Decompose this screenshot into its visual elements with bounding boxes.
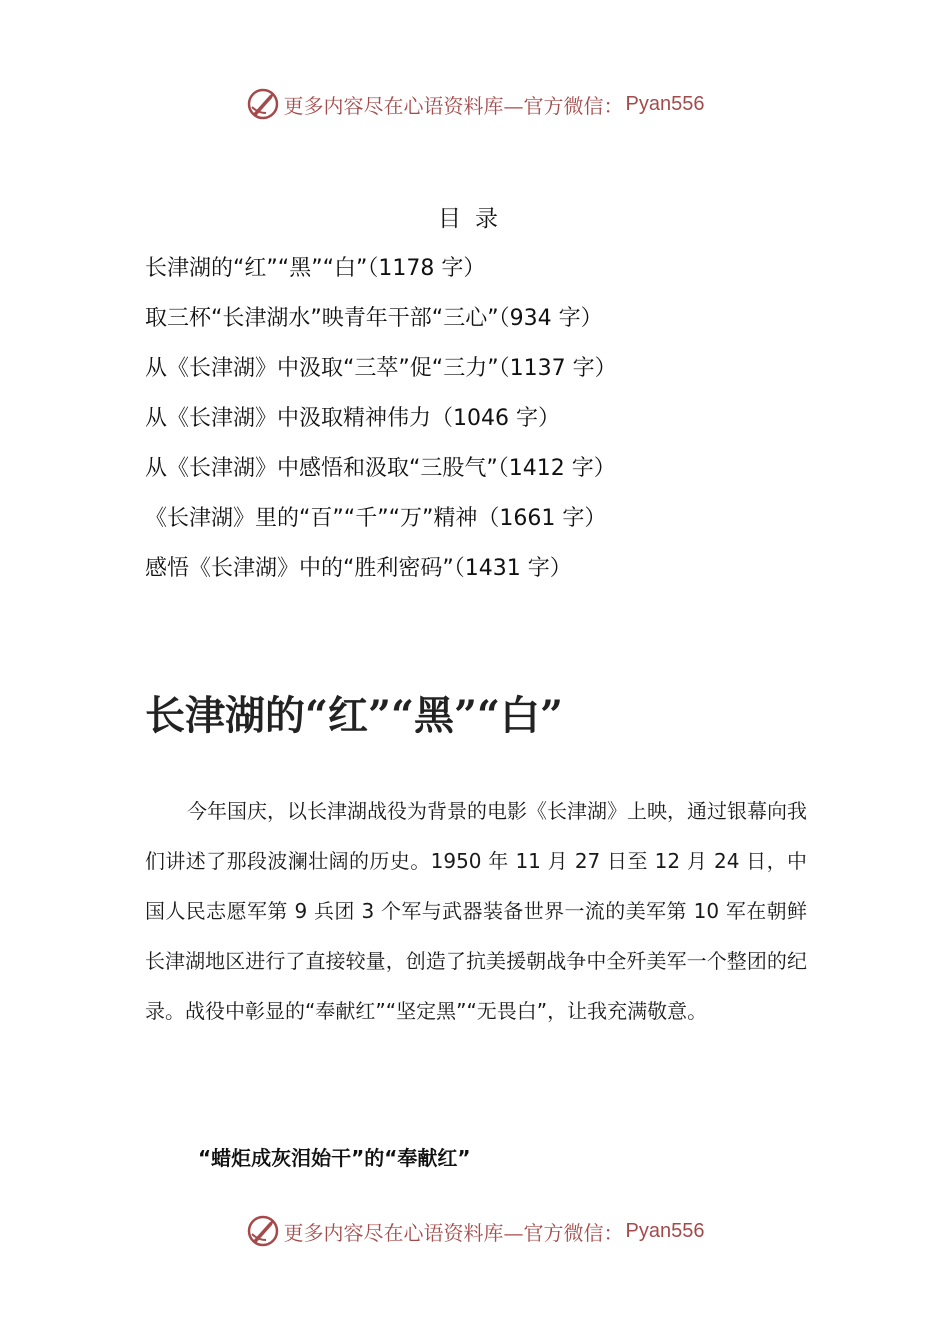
toc-item: 从《长津湖》中感悟和汲取“三股气”（1412 字） <box>145 456 616 481</box>
toc-item: 感悟《长津湖》中的“胜利密码”（1431 字） <box>145 556 572 581</box>
toc-item: 长津湖的“红”“黑”“白”（1178 字） <box>145 256 486 281</box>
watermark-wechat-id: Pyan556 <box>625 92 705 115</box>
watermark-text: 更多内容尽在心语资料库—官方微信： <box>283 1220 624 1245</box>
watermark-text: 更多内容尽在心语资料库—官方微信： <box>283 93 624 118</box>
toc-item: 《长津湖》里的“百”“千”“万”精神（1661 字） <box>145 506 607 531</box>
toc-item: 从《长津湖》中汲取精神伟力（1046 字） <box>145 406 560 431</box>
quill-pen-circle-icon <box>246 87 280 121</box>
toc-item: 取三杯“长津湖水”映青年干部“三心”（934 字） <box>145 306 603 331</box>
watermark-wechat-id: Pyan556 <box>625 1219 705 1242</box>
toc-title: 目录 <box>438 206 512 232</box>
article-paragraph: 今年国庆，以长津湖战役为背景的电影《长津湖》上映，通过银幕向我们讲述了那段波澜壮阔的历史。1950 年 11 月 27 日至 12 月 24 日，中国人民志愿军第 9 兵团 3 个军与武器装备世界一流的美军第 10 军在朝鲜长津湖地区进行了直接较量，创造了抗美援朝战争中全歼美军一个整团的纪录。战役中彰显的“奉献红”“坚定黑”“无畏白”，让我充满敬意。 <box>145 799 807 1023</box>
table-of-contents <box>145 244 825 594</box>
toc-item: 从《长津湖》中汲取“三萃”促“三力”（1137 字） <box>145 356 617 381</box>
section-subheading: “蜡炬成灰泪始干”的“奉献红” <box>198 1146 471 1170</box>
watermark-banner-top <box>0 84 950 124</box>
quill-pen-circle-icon <box>246 1214 280 1248</box>
article-title: 长津湖的“红”“黑”“白” <box>145 692 564 739</box>
watermark-banner-bottom <box>0 1211 950 1251</box>
